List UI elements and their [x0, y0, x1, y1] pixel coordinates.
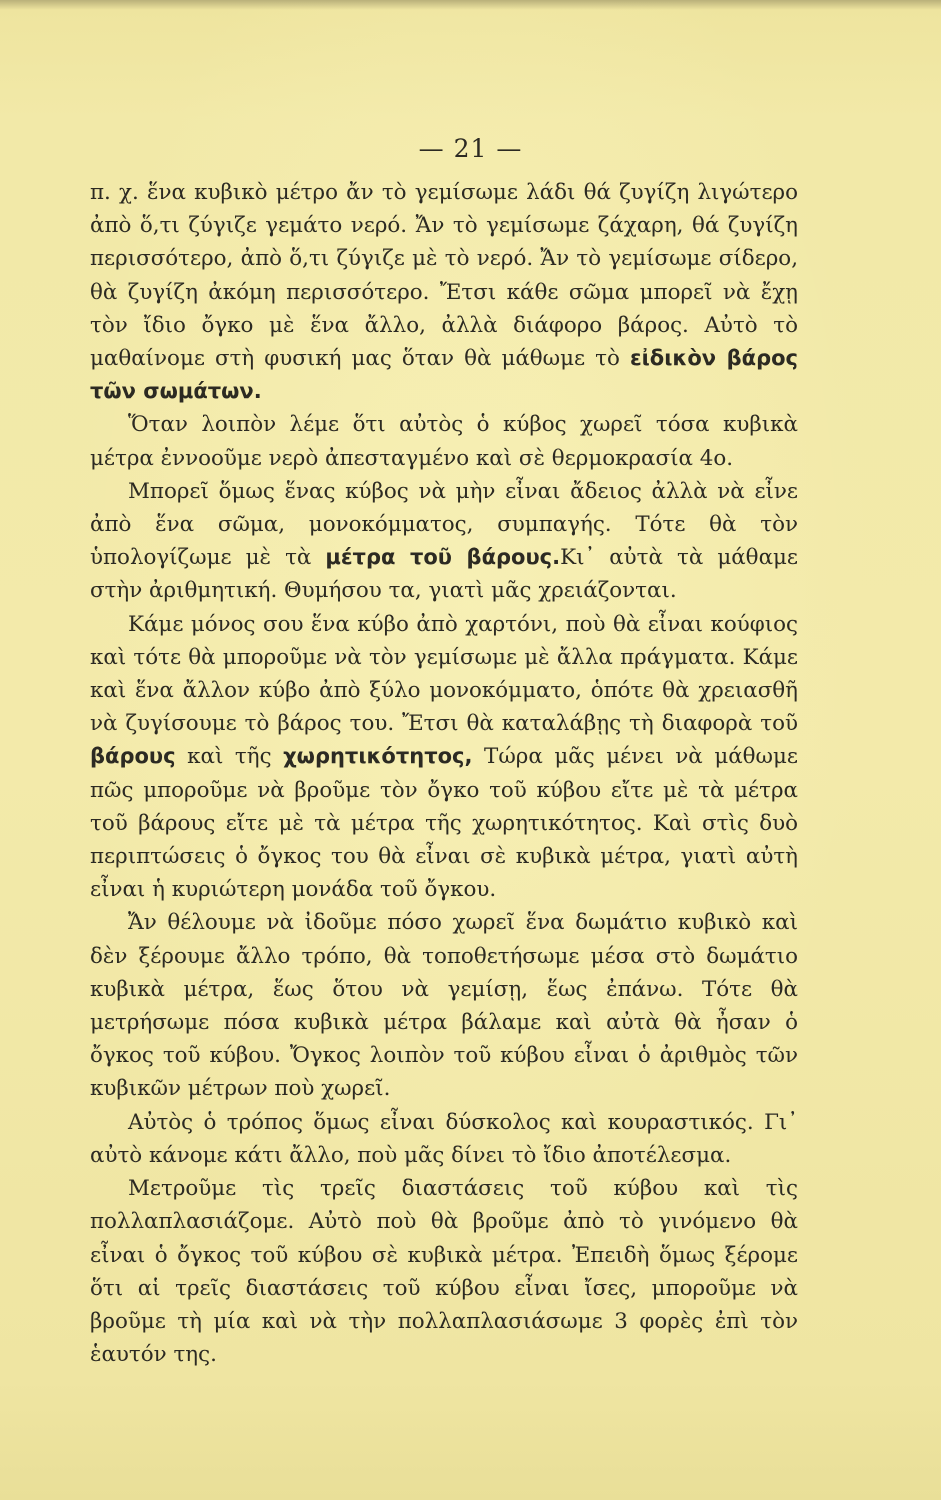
paragraph-3-bold-term: μέτρα τοῦ βάρους. — [325, 545, 561, 570]
paragraph-2-text-1: Ὅταν λοιπὸν λέμε ὅτι αὐτὸς ὁ κύβος χωρεῖ τόσα κυβικὰ μέτρα ἐννοοῦμε νερὸ ἀπεσταγμένο καὶ σὲ θερμοκρασία 4ο. — [90, 412, 798, 471]
page-top-edge — [0, 0, 941, 10]
paragraph-4 — [90, 608, 798, 907]
paragraph-3 — [90, 475, 798, 608]
paragraph-6 — [90, 1106, 798, 1172]
paragraph-7 — [90, 1172, 798, 1371]
paragraph-1-bold-term: εἰδικὸν βάρος τῶν σωμάτων. — [90, 346, 799, 404]
paragraph-4-text-1: Κάμε μόνος σου ἕνα κύβο ἀπὸ χαρτόνι, ποὺ θὰ εἶναι κούφιος καὶ τότε θὰ μποροῦμε νὰ τὸν γεμίσωμε μὲ ἄλλα πράγματα. Κάμε καὶ ἕνα ἄλλον κύβο ἀπὸ ξύλο μονοκόμματο, ὁπότε θὰ χρειασθῆ νὰ ζυγίσουμε τὸ βάρος του. Ἔτσι θὰ καταλάβῃς τὴ διαφορὰ τοῦ — [90, 611, 798, 737]
page-number: — 21 — — [418, 134, 523, 163]
paragraph-4-bold-term-1: βάρους — [90, 744, 176, 769]
paragraph-1 — [90, 176, 798, 408]
paragraph-4-bold-term-2: χωρητικότητος, — [283, 744, 473, 769]
paragraph-1-text-1: π. χ. ἕνα κυβικὸ μέτρο ἄν τὸ γεμίσωμε λάδι θά ζυγίζη λιγώτερο ἀπὸ ὅ,τι ζύγιζε γεμάτο νερό. Ἄν τὸ γεμίσωμε ζάχαρη, θά ζυγίζη περισσότερο, ἀπὸ ὅ,τι ζύγιζε μὲ τὸ νερό. Ἄν τὸ γεμίσωμε σίδερο, θὰ ζυγίζη ἀκόμη περισσότερο. Ἔτσι κάθε σῶμα μπορεῖ νὰ ἔχῃ τὸν ἴδιο ὄγκο μὲ ἕνα ἄλλο, ἀλλὰ διάφορο βάρος. Αὐτὸ τὸ μαθαίνομε στὴ φυσική μας ὅταν θὰ μάθωμε τὸ — [90, 180, 798, 372]
paragraph-3-text-1: Μπορεῖ ὅμως ἕνας κύβος νὰ μὴν εἶναι ἄδειος ἀλλὰ νὰ εἶνε ἀπὸ ἕνα σῶμα, μονοκόμματος, συμπαγής. Τότε θὰ τὸν ὑπολογίζωμε μὲ τὰ — [90, 478, 798, 571]
paragraph-5 — [90, 906, 798, 1105]
paragraph-7-text-1: Μετροῦμε τὶς τρεῖς διαστάσεις τοῦ κύβου καὶ τὶς πολλαπλασιάζομε. Αὐτὸ ποὺ θὰ βροῦμε ἀπὸ τὸ γινόμενο θὰ εἶναι ὁ ὄγκος τοῦ κύβου σὲ κυβικὰ μέτρα. Ἐπειδὴ ὅμως ξέρομε ὅτι αἱ τρεῖς διαστάσεις τοῦ κύβου εἶναι ἴσες, μποροῦμε νὰ βροῦμε τὴ μία καὶ νὰ τὴν πολλαπλασιάσωμε 3 φορὲς ἐπὶ τὸν ἑαυτόν της. — [90, 1176, 798, 1368]
paragraph-3-text-2: Κι᾿ αὐτὰ τὰ μάθαμε στὴν ἀριθμητική. Θυμήσου τα, γιατὶ μᾶς χρειάζονται. — [90, 545, 798, 604]
paragraph-6-text-1: Αὐτὸς ὁ τρόπος ὅμως εἶναι δύσκολος καὶ κουραστικός. Γι᾿ αὐτὸ κάνομε κάτι ἄλλο, ποὺ μᾶς δίνει τὸ ἴδιο ἀποτέλεσμα. — [90, 1109, 798, 1168]
paragraph-4-text-2: καὶ τῆς — [175, 744, 284, 770]
paragraph-2 — [90, 408, 798, 474]
paragraph-5-text-1: Ἄν θέλουμε νὰ ἰδοῦμε πόσο χωρεῖ ἕνα δωμάτιο κυβικὸ καὶ δὲν ξέρουμε ἄλλο τρόπο, θὰ τοποθετήσωμε μέσα στὸ δωμάτιο κυβικὰ μέτρα, ἕως ὅτου νὰ γεμίσῃ, ἕως ἐπάνω. Τότε θὰ μετρήσωμε πόσα κυβικὰ μέτρα βάλαμε καὶ αὐτὰ θὰ ἦσαν ὁ ὄγκος τοῦ κύβου. Ὄγκος λοιπὸν τοῦ κύβου εἶναι ὁ ἀριθμὸς τῶν κυβικῶν μέτρων ποὺ χωρεῖ. — [90, 910, 798, 1102]
paragraph-4-text-3: Τώρα μᾶς μένει νὰ μάθωμε πῶς μποροῦμε νὰ βροῦμε τὸν ὄγκο τοῦ κύβου εἴτε μὲ τὰ μέτρα τοῦ βάρους εἴτε μὲ τὰ μέτρα τῆς χωρητικότητος. Καὶ στὶς δυὸ περιπτώσεις ὁ ὄγκος του θὰ εἶναι σὲ κυβικὰ μέτρα, γιατὶ αὐτὴ εἶναι ἡ κυριώτερη μονάδα τοῦ ὄγκου. — [90, 744, 798, 903]
text-body — [90, 176, 798, 1371]
